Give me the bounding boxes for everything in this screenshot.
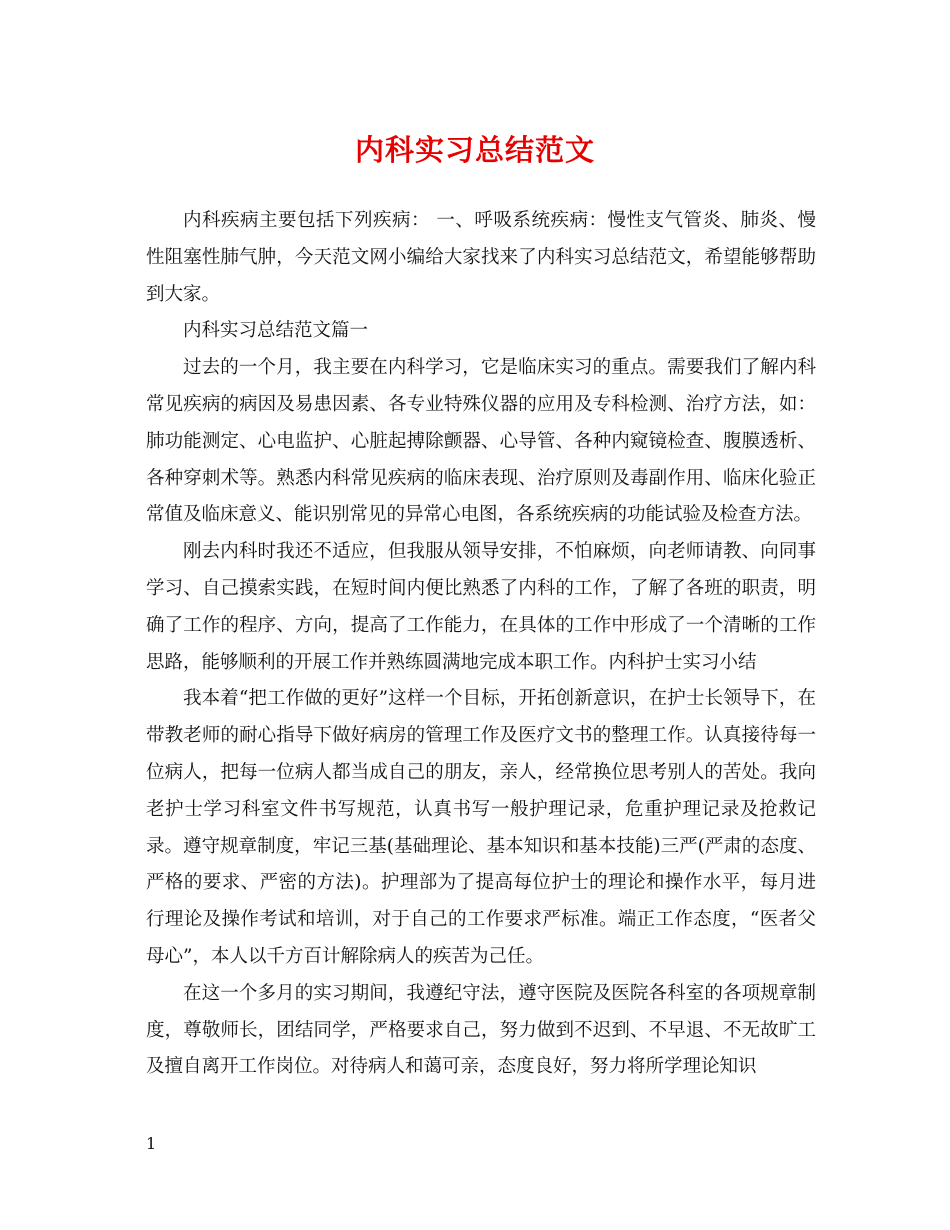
paragraph-adapting: 刚去内科时我还不适应，但我服从领导安排，不怕麻烦，向老师请教、向同事学习、自己摸索实践，在短时间内便比熟悉了内科的工作，了解了各班的职责，明确了工作的程序、方向，提高了工作能力，在具体的工作中形成了一个清晰的工作思路，能够顺利的开展工作并熟练圆满地完成本职工作。内科护士实习小结 [146,541,816,673]
paragraph-intro: 内科疾病主要包括下列疾病： 一、呼吸系统疾病：慢性支气管炎、肺炎、慢性阻塞性肺气肿，今天范文网小编给大家找来了内科实习总结范文，希望能够帮助到大家。 [146,210,816,305]
document-title: 内科实习总结范文 [354,133,595,167]
paragraph-past-month: 过去的一个月，我主要在内科学习，它是临床实习的重点。需要我们了解内科常见疾病的病因及易患因素、各专业特殊仪器的应用及专科检测、治疗方法，如：肺功能测定、心电监护、心脏起搏除颤器、心导管、各种内窥镜检查、腹膜透析、各种穿刺术等。熟悉内科常见疾病的临床表现、治疗原则及毒副作用、临床化验正常值及临床意义、能识别常见的异常心电图，各系统疾病的功能试验及检查方法。 [146,357,816,526]
paragraph-section-heading: 内科实习总结范文篇一 [183,320,369,342]
paragraph-discipline: 在这一个多月的实习期间，我遵纪守法，遵守医院及医院各科室的各项规章制度，尊敬师长，团结同学，严格要求自己，努力做到不迟到、不早退、不无故旷工及擅自离开工作岗位。对待病人和蔼可亲，态度良好，努力将所学理论知识 [146,982,816,1078]
page-number: 1 [146,1134,157,1153]
document-body [146,203,816,1086]
paragraph-goal: 我本着“把工作做的更好”这样一个目标，开拓创新意识，在护士长领导下，在带教老师的耐心指导下做好病房的管理工作及医疗文书的整理工作。认真接待每一位病人，把每一位病人都当成自己的朋友，亲人，经常换位思考别人的苦处。我向老护士学习科室文件书写规范，认真书写一般护理记录，危重护理记录及抢救记录。遵守规章制度，牢记三基(基础理论、基本知识和基本技能)三严(严肃的态度、严格的要求、严密的方法)。护理部为了提高每位护士的理论和操作水平，每月进行理论及操作考试和培训，对于自己的工作要求严标准。端正工作态度，“医者父母心”，本人以千方百计解除病人的疾苦为己任。 [146,688,816,967]
